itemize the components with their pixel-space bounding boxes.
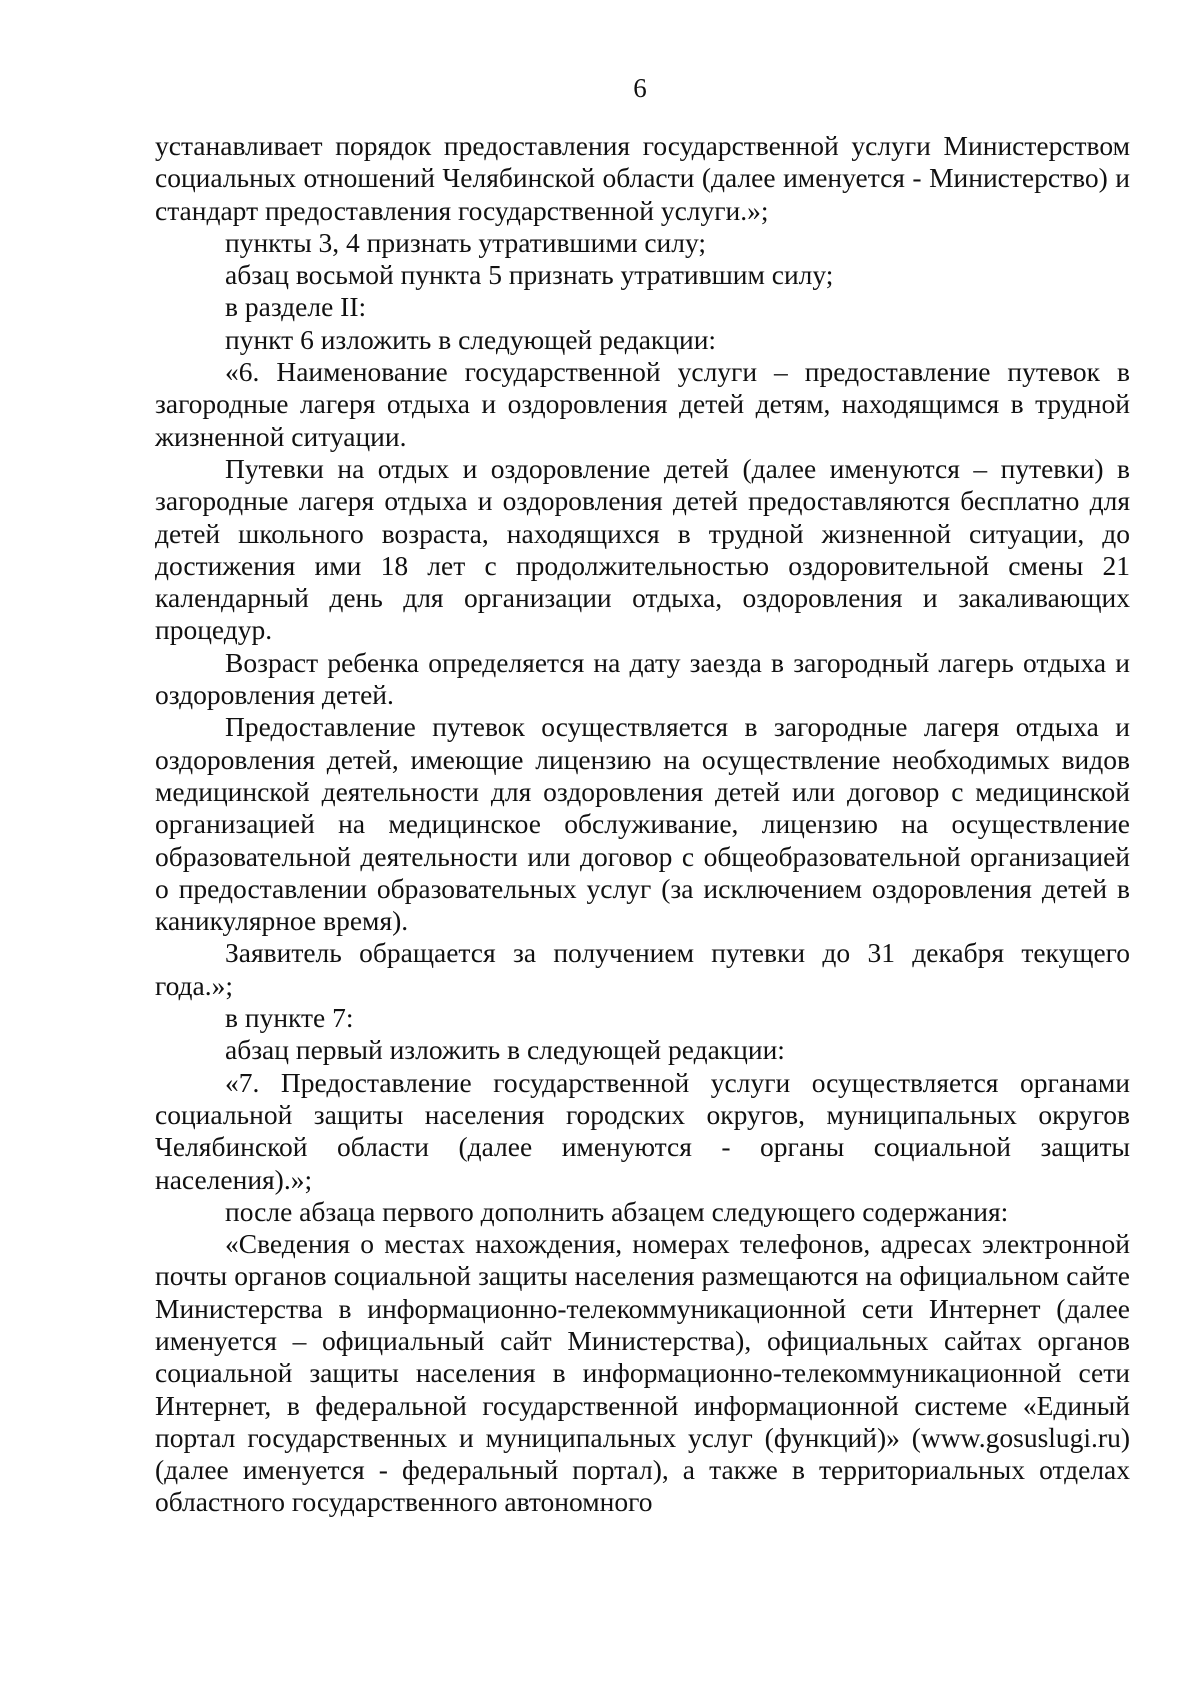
- paragraph: пункт 6 изложить в следующей редакции:: [225, 323, 717, 355]
- paragraph: в разделе II:: [225, 291, 367, 323]
- paragraph: «6. Наименование государственной услуги – предоставление путевок в загородные лагеря отдыха и оздоровления детей детям, находящимся в трудной жизненной ситуации.: [155, 356, 1130, 452]
- paragraph: устанавливает порядок предоставления государственной услуги Министерством социальных отношений Челябинской области (далее именуется - Министерство) и стандарт предоставления государственной услуги.»;: [155, 130, 1130, 226]
- paragraph: Возраст ребенка определяется на дату заезда в загородный лагерь отдыха и оздоровления детей.: [155, 646, 1130, 711]
- paragraph: Предоставление путевок осуществляется в загородные лагеря отдыха и оздоровления детей, имеющие лицензию на осуществление необходимых видов медицинской деятельности для оздоровления детей или договор с медицинской организацией на медицинское обслуживание, лицензию на осуществление образовательной деятельности или договор с общеобразовательной организацией о предоставлении образовательных услуг (за исключением оздоровления детей в каникулярное время).: [155, 711, 1130, 937]
- document-body: [155, 130, 1130, 1519]
- paragraph: абзац первый изложить в следующей редакции:: [225, 1034, 785, 1066]
- paragraph: «7. Предоставление государственной услуги осуществляется органами социальной защиты населения городских округов, муниципальных округов Челябинской области (далее именуются - органы социальной защиты населения).»;: [155, 1066, 1130, 1195]
- paragraph: после абзаца первого дополнить абзацем следующего содержания:: [225, 1195, 1009, 1227]
- paragraph: абзац восьмой пункта 5 признать утратившим силу;: [225, 259, 834, 291]
- paragraph: пункты 3, 4 признать утратившими силу;: [225, 226, 706, 258]
- paragraph: Путевки на отдых и оздоровление детей (далее именуются – путевки) в загородные лагеря отдыха и оздоровления детей предоставляются бесплатно для детей школьного возраста, находящихся в трудной жизненной ситуации, до достижения ими 18 лет с продолжительностью оздоровительной смены 21 календарный день для организации отдыха, оздоровления и закаливающих процедур.: [155, 452, 1130, 646]
- paragraph: Заявитель обращается за получением путевки до 31 декабря текущего года.»;: [155, 937, 1130, 1001]
- paragraph: «Сведения о местах нахождения, номерах телефонов, адресах электронной почты органов социальной защиты населения размещаются на официальном сайте Министерства в информационно-телекоммуникационной сети Интернет (далее именуется – официальный сайт Министерства), официальных сайтах органов социальной защиты населения в информационно-телекоммуникационной сети Интернет, в федеральной государственной информационной системе «Единый портал государственных и муниципальных услуг (функций)» (www.gosuslugi.ru) (далее именуется - федеральный портал), а также в территориальных отделах областного государственного автономного: [155, 1228, 1130, 1518]
- page-number: 6: [633, 73, 647, 103]
- paragraph: в пункте 7:: [225, 1002, 354, 1034]
